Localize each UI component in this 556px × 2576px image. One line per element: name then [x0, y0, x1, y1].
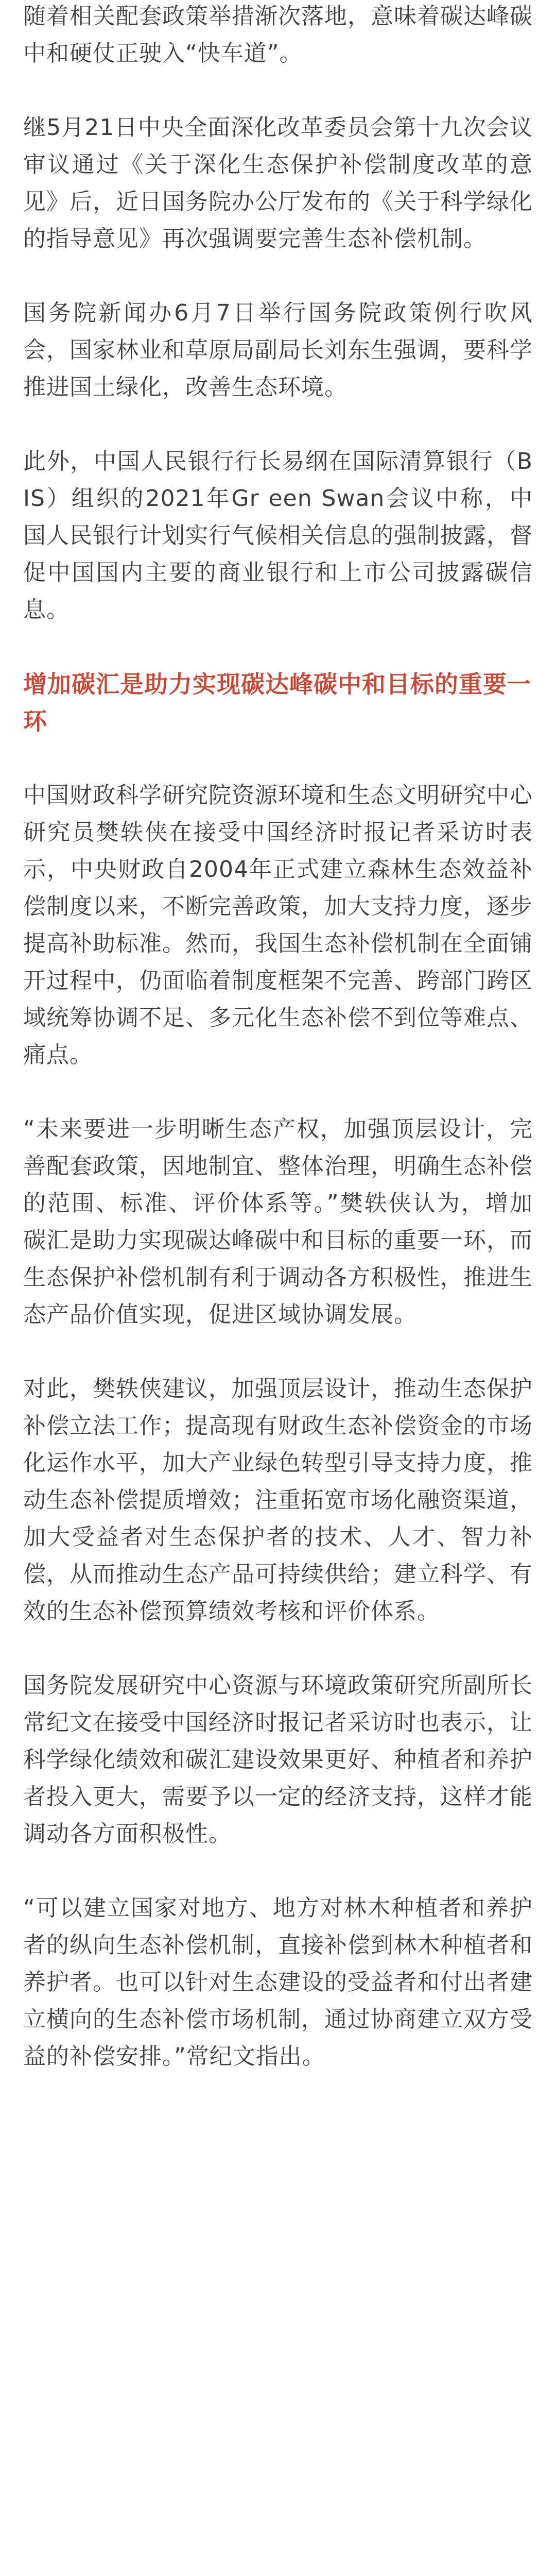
paragraph-fan-suggestions: 对此，樊轶侠建议，加强顶层设计，推动生态保护补偿立法工作；提高现有财政生态补偿资金的市场化运作水平，加大产业绿色转型引导支持力度，推动生态补偿提质增效；注重拓宽市场化融资渠道，加大受益者对生态保护者的技术、人才、智力补偿，从而推动生态产品可持续供给；建立科学、有效的生态补偿预算绩效考核和评价体系。	[23, 1376, 533, 1624]
paragraph-reform-meeting: 继5月21日中央全面深化改革委员会第十九次会议审议通过《关于深化生态保护补偿制度改革的意见》后，近日国务院办公厅发布的《关于科学绿化的指导意见》再次强调要完善生态补偿机制。	[23, 114, 533, 252]
paragraph-chang-quote: “可以建立国家对地方、地方对林木种植者和养护者的纵向生态补偿机制，直接补偿到林木种植者和养护者。也可以针对生态建设的受益者和付出者建立横向的生态补偿市场机制，通过协商建立双方受益的补偿安排。”常纪文指出。	[23, 1895, 533, 2070]
section-heading: 增加碳汇是助力实现碳达峰碳中和目标的重要一环	[23, 670, 531, 735]
paragraph-intro: 随着相关配套政策举措渐次落地，意味着碳达峰碳中和硬仗正驶入“快车道”。	[23, 3, 533, 66]
paragraph-central-bank: 此外，中国人民银行行长易纲在国际清算银行（BIS）组织的2021年Gr een Swan会议中称，中国人民银行计划实行气候相关信息的强制披露，督促中国国内主要的商业银行和上市公司披露碳信息。	[23, 448, 533, 623]
paragraph-chang-interview: 国务院发展研究中心资源与环境政策研究所副所长常纪文在接受中国经济时报记者采访时也表示，让科学绿化绩效和碳汇建设效果更好、种植者和养护者投入更大，需要予以一定的经济支持，这样才能调动各方面积极性。	[23, 1672, 533, 1847]
paragraph-fan-interview: 中国财政科学研究院资源环境和生态文明研究中心研究员樊轶侠在接受中国经济时报记者采访时表示，中央财政自2004年正式建立森林生态效益补偿制度以来，不断完善政策，加大支持力度，逐步提高补助标准。然而，我国生态补偿机制在全面铺开过程中，仍面临着制度框架不完善、跨部门跨区域统筹协调不足、多元化生态补偿不到位等难点、痛点。	[23, 782, 533, 1068]
paragraph-policy-briefing: 国务院新闻办6月7日举行国务院政策例行吹风会，国家林业和草原局副局长刘东生强调，要科学推进国土绿化，改善生态环境。	[23, 300, 533, 400]
paragraph-fan-quote: “未来要进一步明晰生态产权，加强顶层设计，完善配套政策，因地制宜、整体治理，明确生态补偿的范围、标准、评价体系等。”樊轶侠认为，增加碳汇是助力实现碳达峰碳中和目标的重要一环，而生态保护补偿机制有利于调动各方积极性，推进生态产品价值实现，促进区域协调发展。	[23, 1116, 533, 1328]
